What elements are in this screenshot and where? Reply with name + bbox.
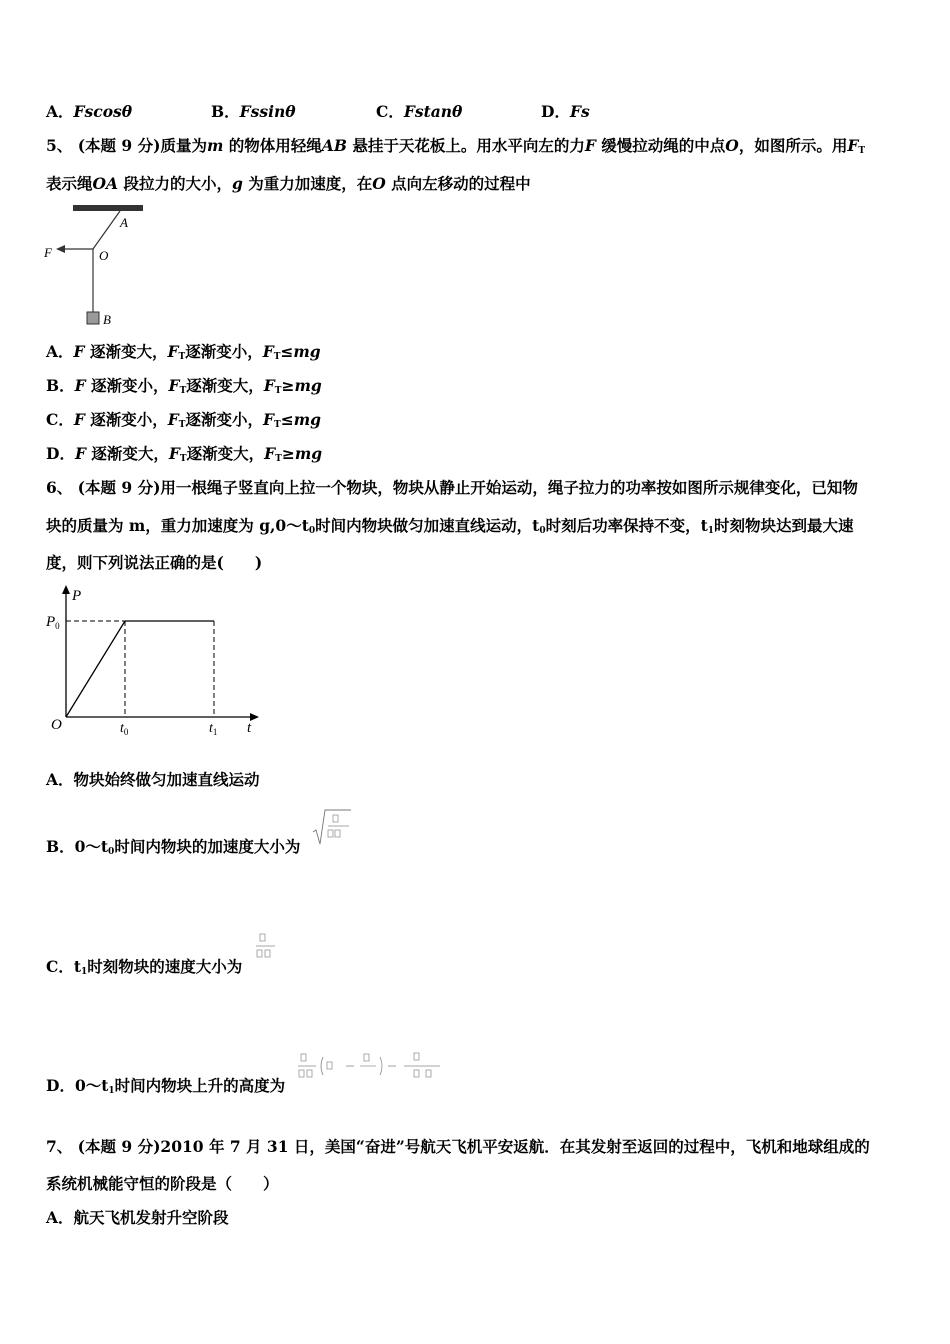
q6-stem-line3: 度，则下列说法正确的是( ) — [46, 553, 263, 572]
q5-option-b: B．F 逐渐变小，$F_T$逐渐变大，$F_T\ge mg$ — [46, 376, 322, 396]
q6-option-c: C．$t_1$时刻物块的速度大小为 — [46, 957, 243, 977]
rope-oa — [93, 211, 120, 249]
tick-label-p0: $P_0$ — [46, 614, 60, 631]
q6-option-b-formula — [311, 806, 353, 846]
q5-stem-line1: 5、 (本题 9 分)质量为m 的物体用轻绳AB 悬挂于天花板上。用水平向左的力F 缓慢拉动绳的中点O，如图所示。用$F_T$ — [46, 136, 866, 156]
label-o: O — [99, 248, 109, 263]
force-arrow-head — [56, 245, 65, 253]
q6-option-c-formula — [253, 928, 279, 964]
sqrt-sign — [313, 810, 351, 844]
q5-rope-figure — [40, 200, 150, 330]
y-axis-arrow — [62, 585, 70, 594]
label-b: B — [103, 312, 111, 327]
q5-option-a: A．F 逐渐变大，$F_T$逐渐变小，$F_T\le mg$ — [46, 342, 321, 362]
axis-label-p: P — [72, 588, 82, 604]
label-f: F — [44, 245, 52, 260]
q7-stem-line1: 7、 (本题 9 分)2010 年 7 月 31 日，美国“奋进”号航天飞机平安返航．在其发射至返回的过程中，飞机和地球组成的 — [46, 1137, 870, 1156]
q6-option-a: A．物块始终做匀加速直线运动 — [46, 770, 260, 789]
q6-power-time-graph — [40, 582, 270, 742]
q6-option-d-formula — [296, 1048, 446, 1088]
ramp-line — [66, 621, 125, 717]
origin-label: O — [51, 717, 62, 733]
q6-stem-line2: 块的质量为 m，重力加速度为 $g,0\sim t_0$时间内物块做匀加速直线运动，$t_0$时刻后功率保持不变，$t_1$时刻物块达到最大速 — [46, 516, 854, 536]
q4-option-b: B．Fssinθ — [211, 102, 296, 121]
tick-label-t0: $t_0$ — [120, 721, 129, 737]
x-axis-arrow — [250, 713, 259, 721]
q6-option-d: D．$0\sim t_1$时间内物块上升的高度为 — [46, 1076, 286, 1096]
block-b — [87, 312, 99, 324]
q5-option-d: D．F 逐渐变大，$F_T$逐渐变大，$F_T\ge mg$ — [46, 444, 323, 464]
axis-label-t: t — [247, 720, 252, 736]
q4-option-a: A．Fscosθ — [46, 102, 133, 121]
label-a: A — [120, 215, 128, 230]
q5-stem-line2: 表示绳OA 段拉力的大小，g 为重力加速度，在O 点向左移动的过程中 — [46, 174, 531, 193]
tick-label-t1: $t_1$ — [209, 721, 218, 737]
q6-option-b: B．$0\sim t_0$时间内物块的加速度大小为 — [46, 837, 301, 857]
q7-stem-line2: 系统机械能守恒的阶段是（ ） — [46, 1174, 279, 1193]
q4-option-d: D．Fs — [541, 102, 590, 121]
q7-option-a: A．航天飞机发射升空阶段 — [46, 1208, 229, 1227]
q5-option-c: C．F 逐渐变小，$F_T$逐渐变小，$F_T\le mg$ — [46, 410, 321, 430]
q6-stem-line1: 6、 (本题 9 分)用一根绳子竖直向上拉一个物块，物块从静止开始运动，绳子拉力的功率按如图所示规律变化，已知物 — [46, 478, 858, 497]
q4-option-c: C．Fstanθ — [376, 102, 463, 121]
ceiling — [73, 205, 143, 211]
